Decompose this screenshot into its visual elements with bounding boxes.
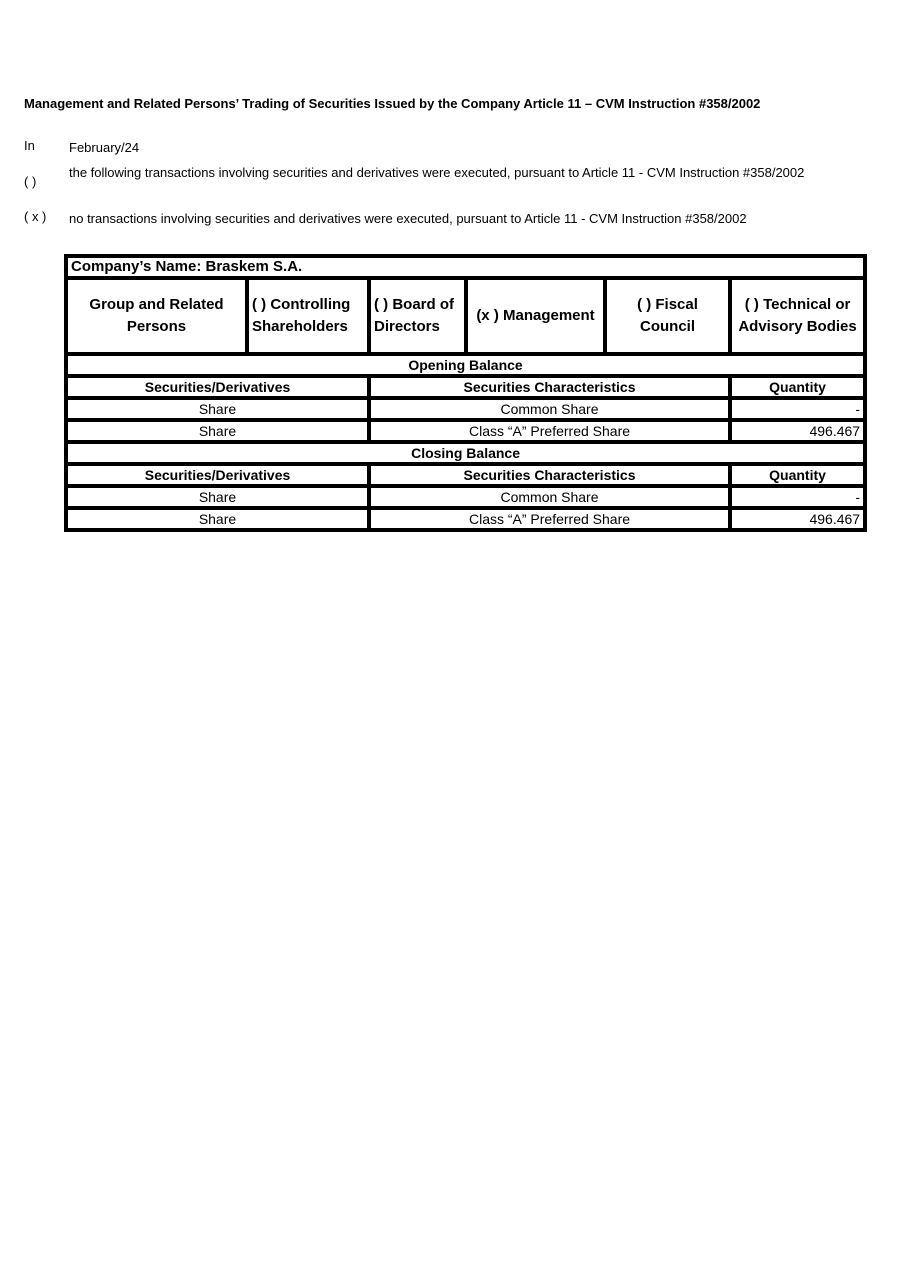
- table-cell: Common Share: [369, 398, 730, 420]
- category-board: ( ) Board of Directors: [369, 278, 466, 354]
- column-header: Securities/Derivatives: [66, 464, 369, 486]
- column-header: Securities Characteristics: [369, 376, 730, 398]
- securities-table: [64, 254, 867, 532]
- table-cell: Share: [66, 508, 369, 530]
- table-row: [66, 508, 865, 530]
- column-header: Securities/Derivatives: [66, 376, 369, 398]
- option-mark: ( x ): [24, 209, 47, 224]
- opening-balance-title: Opening Balance: [66, 354, 865, 376]
- category-group: Group and Related Persons: [66, 278, 247, 354]
- table-row: [66, 420, 865, 442]
- table-cell: Class “A” Preferred Share: [369, 420, 730, 442]
- column-header: Quantity: [730, 464, 865, 486]
- category-technical: ( ) Technical or Advisory Bodies: [730, 278, 865, 354]
- document-title: Management and Related Persons’ Trading of Securities Issued by the Company Article 11 – CVM Instruction #358/2002: [24, 96, 761, 111]
- category-management: (x ) Management: [466, 278, 605, 354]
- column-header: Quantity: [730, 376, 865, 398]
- table-cell: Share: [66, 420, 369, 442]
- company-name: Company’s Name: Braskem S.A.: [66, 256, 865, 278]
- period-value: February/24: [69, 140, 140, 155]
- table-cell: -: [730, 398, 865, 420]
- table-cell: Class “A” Preferred Share: [369, 508, 730, 530]
- table-cell: 496.467: [730, 508, 865, 530]
- category-controlling: ( ) Controlling Shareholders: [247, 278, 369, 354]
- table-cell: -: [730, 486, 865, 508]
- table-row: [66, 486, 865, 508]
- option-mark: ( ): [24, 174, 37, 189]
- period-label: In: [24, 138, 35, 153]
- option-text: no transactions involving securities and derivatives were executed, pursuant to Article 11 - CVM Instruction #358/2002: [69, 211, 747, 226]
- closing-balance-title: Closing Balance: [66, 442, 865, 464]
- table-cell: Common Share: [369, 486, 730, 508]
- column-header: Securities Characteristics: [369, 464, 730, 486]
- table-cell: 496.467: [730, 420, 865, 442]
- category-fiscal-council: ( ) Fiscal Council: [605, 278, 730, 354]
- table-cell: Share: [66, 398, 369, 420]
- table-cell: Share: [66, 486, 369, 508]
- option-text: the following transactions involving securities and derivatives were executed, pursuant to Article 11 - CVM Instruction #358/2002: [69, 165, 805, 180]
- table-row: [66, 398, 865, 420]
